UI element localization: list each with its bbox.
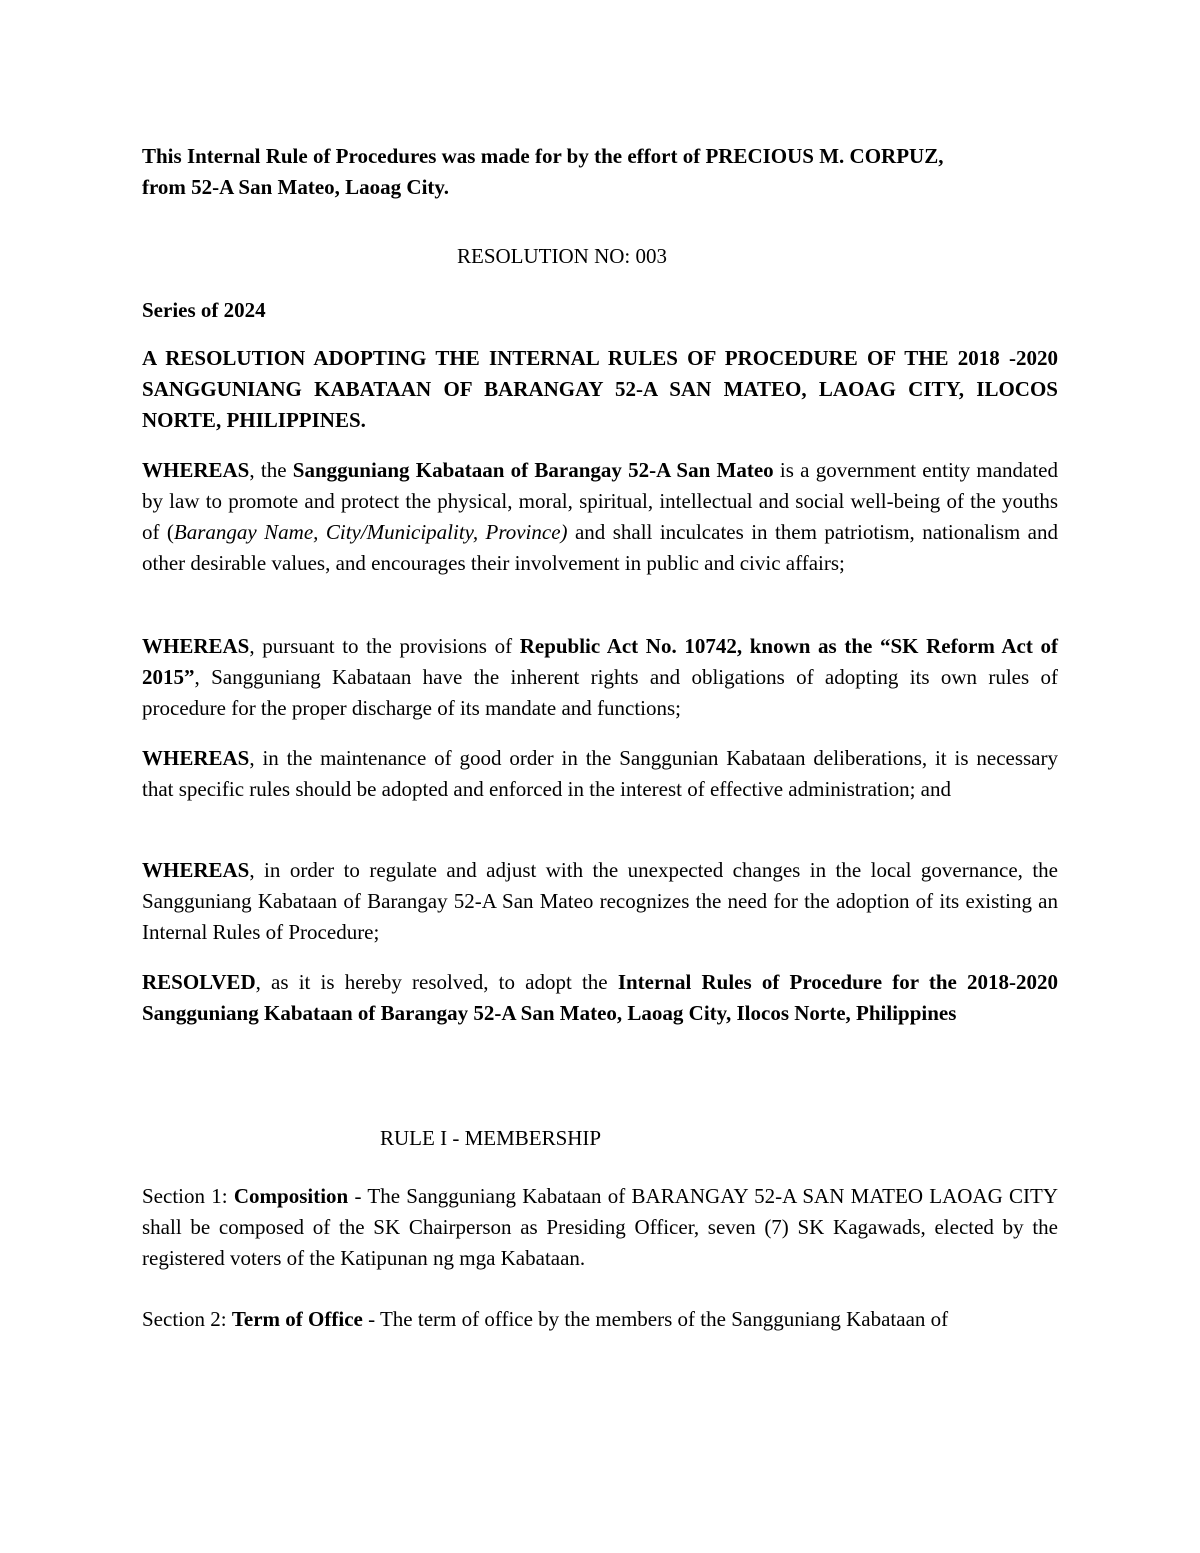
clause-text: , in the maintenance of good order in the Sanggunian Kabataan deliberations, it is necessary that specific rules should be adopted and enforced in the interest of effective administration; and xyxy=(142,746,1058,801)
whereas-clause-2 xyxy=(142,631,1058,724)
clause-text: , the xyxy=(249,458,293,482)
clause-text: , pursuant to the provisions of xyxy=(249,634,520,658)
section-label: Section 1: xyxy=(142,1184,234,1208)
resolved-clause xyxy=(142,967,1058,1029)
clause-text: and shall inculcates in them patriotism, nationalism and other desirable values, and encourages their involvement in public and civic affairs; xyxy=(142,520,1058,575)
clause-text: , as it is hereby resolved, to adopt the xyxy=(255,970,618,994)
rules-title: Internal Rules of Procedure for the 2018-2020 Sangguniang Kabataan of Barangay 52-A San Mateo, Laoag City, Ilocos Norte, Philippines xyxy=(142,970,1058,1025)
section-text: - The Sangguniang Kabataan of BARANGAY 52-A SAN MATEO LAOAG CITY shall be composed of the SK Chairperson as Presiding Officer, seven (7) SK Kagawads, elected by the registered voters of the Katipunan ng mga Kabataan. xyxy=(142,1184,1059,1270)
section-2 xyxy=(142,1304,1058,1335)
intro-line-2: from 52-A San Mateo, Laoag City. xyxy=(142,175,450,199)
intro-note xyxy=(142,141,943,203)
resolved-lead: RESOLVED xyxy=(142,970,256,994)
whereas-lead: WHEREAS xyxy=(142,634,250,658)
rule-heading: RULE I - MEMBERSHIP xyxy=(380,1126,602,1150)
clause-text: is a government entity mandated by law to promote and protect the physical, moral, spiritual, intellectual and social well-being of the youths of ( xyxy=(142,458,1058,544)
act-reference: Republic Act No. 10742, known as the “SK Reform Act of 2015” xyxy=(142,634,1058,689)
whereas-lead: WHEREAS xyxy=(142,746,250,770)
section-text: - The term of office by the members of the Sangguniang Kabataan of xyxy=(362,1307,949,1331)
entity-name: Sangguniang Kabataan of Barangay 52-A San Mateo xyxy=(292,458,774,482)
whereas-clause-3 xyxy=(142,743,1058,805)
clause-text: , Sangguniang Kabataan have the inherent rights and obligations of adopting its own rules of procedure for the proper discharge of its mandate and functions; xyxy=(142,665,1058,720)
section-label: Section 2: xyxy=(142,1307,232,1331)
whereas-lead: WHEREAS xyxy=(142,458,250,482)
section-1 xyxy=(142,1181,1058,1274)
whereas-clause-4 xyxy=(142,855,1058,948)
whereas-clause-1 xyxy=(142,455,1058,579)
resolution-number: RESOLUTION NO: 003 xyxy=(457,244,667,268)
placeholder-text: Barangay Name, City/Municipality, Province) xyxy=(173,520,568,544)
resolution-title: A RESOLUTION ADOPTING THE INTERNAL RULES OF PROCEDURE OF THE 2018 -2020 SANGGUNIANG KABATAAN OF BARANGAY 52-A SAN MATEO, LAOAG CITY, ILOCOS NORTE, PHILIPPINES. xyxy=(142,346,1058,432)
clause-text: , in order to regulate and adjust with the unexpected changes in the local governance, the Sangguniang Kabataan of Barangay 52-A San Mateo recognizes the need for the adoption of its existing an Internal Rules of Procedure; xyxy=(142,858,1058,944)
whereas-lead: WHEREAS xyxy=(142,858,250,882)
section-heading: Composition xyxy=(233,1184,349,1208)
section-heading: Term of Office xyxy=(231,1307,363,1331)
series-year: Series of 2024 xyxy=(142,298,266,322)
intro-line-1: This Internal Rule of Procedures was made for by the effort of PRECIOUS M. CORPUZ, xyxy=(142,144,944,168)
